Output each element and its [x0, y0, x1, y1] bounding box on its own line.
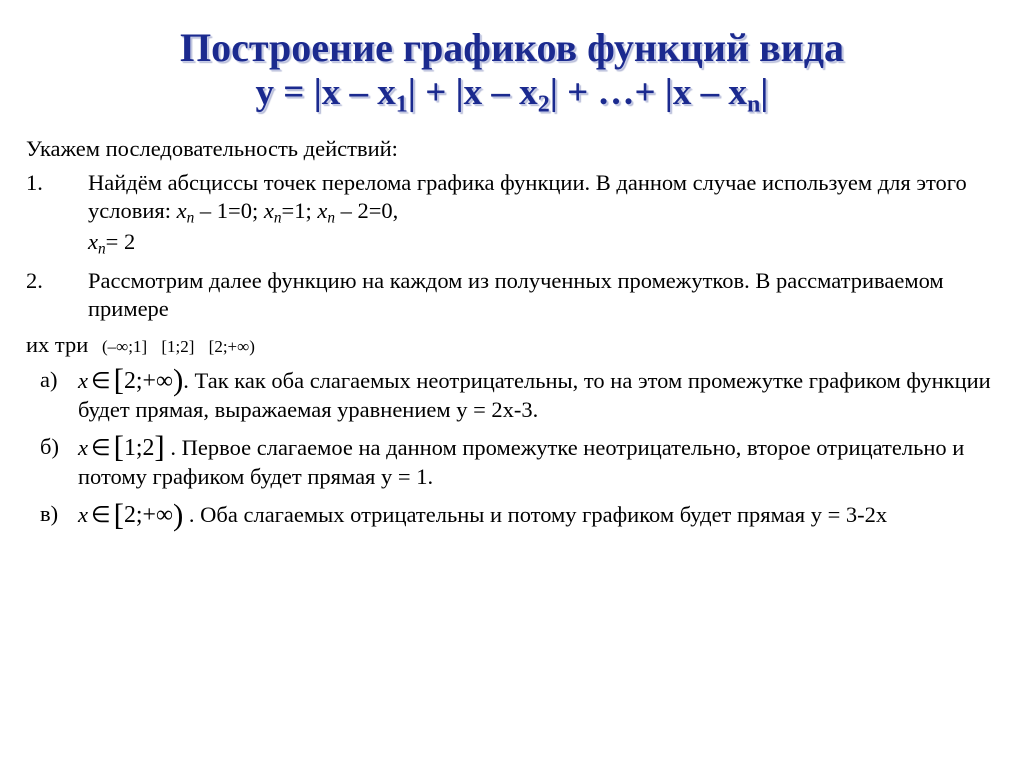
formula-term-2-base: |x – x: [455, 72, 538, 114]
step-1-cond4-sub: n: [98, 240, 106, 258]
step-1-cond2-var: x: [263, 198, 274, 224]
their-three-line: [26, 331, 998, 359]
formula-term-n-base: |x – x: [664, 72, 747, 114]
step-1-cond1-sub: n: [186, 209, 195, 227]
title-line-1: Построение графиков функций вида: [180, 25, 844, 70]
step-1-text: Найдём абсциссы точек перелома графика функции. В данном случае используем для этого условия:: [88, 170, 967, 224]
step-1-cond2-sub: n: [273, 209, 282, 227]
step-1-cond2-rest: =1;: [281, 198, 318, 224]
formula-term-1-base: |x – x: [313, 72, 396, 114]
case-b-math-isin: ∈: [91, 434, 111, 460]
step-1-cond1-rest: – 1=0;: [194, 198, 264, 224]
formula-plus-1: +: [425, 72, 447, 114]
step-2: [26, 267, 998, 324]
case-b-label: б): [40, 433, 59, 459]
formula-term-1-sub: 1: [395, 91, 408, 118]
slide-title: [0, 0, 1024, 119]
their-three-label: их три: [26, 332, 89, 358]
case-a-math-isin: ∈: [91, 367, 111, 393]
case-b-math-close: ]: [154, 429, 165, 465]
case-b: [26, 429, 998, 491]
case-b-math: [78, 429, 165, 465]
step-1-cond4-var: x: [88, 229, 98, 254]
formula-plus-2: +: [567, 72, 589, 114]
step-2-text: Рассмотрим далее функцию на каждом из полученных промежутков. В рассматриваемом примере: [88, 267, 944, 321]
cases-list: [26, 362, 998, 532]
case-a-label: а): [40, 366, 58, 392]
case-a-math-var: x: [78, 367, 88, 393]
steps-list: [26, 169, 998, 323]
lead-text: Укажем последовательность действий:: [26, 135, 398, 161]
step-1-cond3-var: x: [317, 198, 328, 224]
case-c-math-isin: ∈: [91, 502, 111, 528]
step-1: [26, 169, 998, 258]
formula-term-2-sub: 2: [537, 91, 550, 118]
case-b-math-var: x: [78, 434, 88, 460]
formula-ellipsis: …+: [597, 72, 656, 114]
case-c-math-var: x: [78, 502, 88, 528]
intervals-list: [102, 337, 265, 356]
case-a-math-range: 2;+∞: [123, 367, 173, 394]
case-c-math-range: 2;+∞: [123, 502, 173, 529]
case-b-math-open: [: [113, 429, 124, 465]
formula-term-1-close: |: [407, 72, 416, 114]
case-a-text: . Так как оба слагаемых неотрицательны, то на этом промежутке графиком функции будет прямая, выражаемая уравнением y = 2x-3.: [78, 367, 991, 422]
formula-term-n-sub: n: [746, 91, 761, 118]
case-a-math-close: ): [172, 362, 184, 398]
formula-prefix: y =: [255, 72, 314, 114]
case-a-math: [78, 362, 184, 398]
interval-1: (–∞;1]: [101, 337, 148, 357]
case-c-label: в): [40, 501, 59, 527]
case-a-math-open: [: [113, 362, 124, 398]
case-a: [26, 362, 998, 424]
interval-3: [2;+∞): [208, 337, 255, 357]
step-1-cond3-sub: n: [327, 209, 335, 227]
interval-2: [1;2]: [161, 337, 195, 357]
case-c-math: [78, 496, 184, 532]
case-c-math-open: [: [113, 496, 124, 532]
step-1-number: 1.: [26, 170, 43, 196]
slide-body: [0, 119, 1024, 531]
step-1-cond4-rest: = 2: [105, 229, 136, 254]
case-c-math-close: ): [172, 496, 184, 532]
formula-term-n-close: |: [760, 72, 769, 114]
title-formula: [20, 73, 1004, 119]
formula-term-2-close: |: [549, 72, 558, 114]
case-c-text: . Оба слагаемых отрицательны и потому графиком будет прямая y = 3-2x: [188, 502, 888, 528]
case-b-text: . Первое слагаемое на данном промежутке неотрицательно, второе отрицательно и потому графиком будет прямая y = 1.: [78, 434, 965, 489]
step-1-cond3-rest: – 2=0,: [334, 198, 399, 224]
step-2-number: 2.: [26, 267, 43, 293]
case-b-math-range: 1;2: [123, 434, 155, 461]
case-c: [26, 496, 998, 532]
step-1-cond1-var: x: [176, 198, 187, 224]
